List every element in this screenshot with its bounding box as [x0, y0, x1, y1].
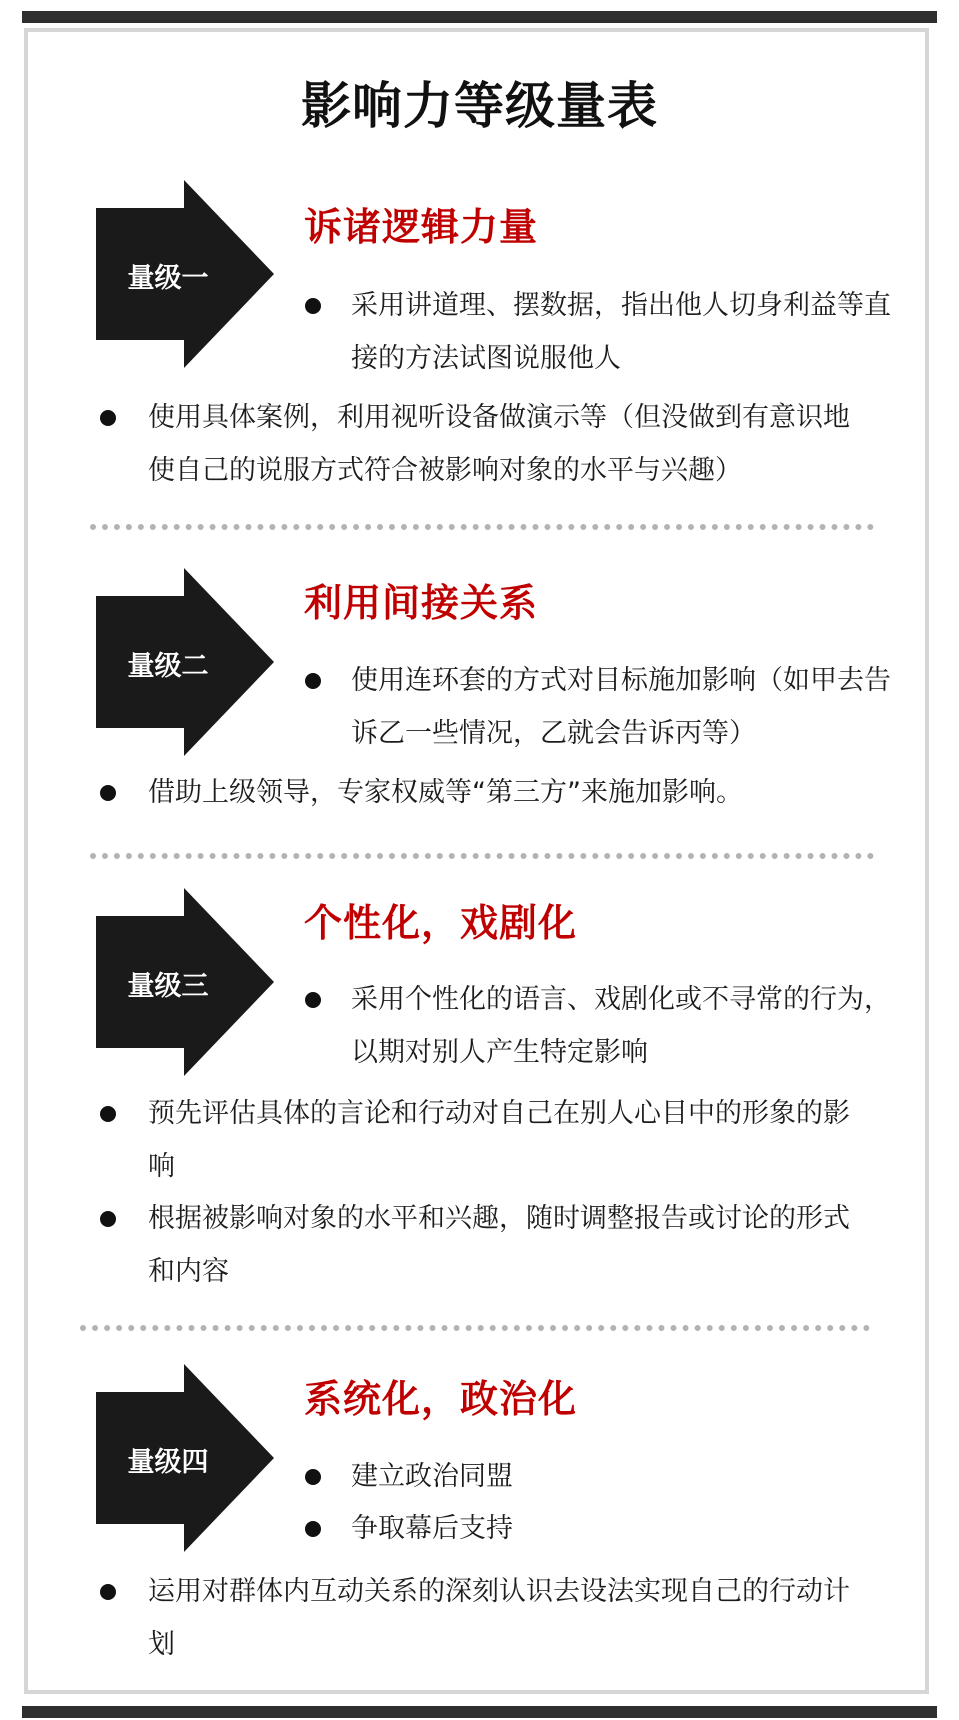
bullet-icon [100, 1584, 116, 1600]
list-item-text: 使用具体案例，利用视听设备做演示等（但没做到有意识地使自己的说服方式符合被影响对象的水平与兴趣） [148, 402, 850, 486]
bullet-icon [305, 1521, 321, 1537]
level-badge: 量级四 [127, 1447, 209, 1478]
list-item-text: 预先评估具体的言论和行动对自己在别人心目中的形象的影响 [148, 1098, 850, 1182]
level-heading: 个性化，戏剧化 [304, 901, 578, 945]
page-title: 影响力等级量表 [301, 77, 658, 135]
list-item-text: 根据被影响对象的水平和兴趣，随时调整报告或讨论的形式和内容 [148, 1203, 850, 1287]
bullet-icon [305, 298, 321, 314]
level-heading: 诉诸逻辑力量 [304, 205, 539, 249]
level-3-arrow [96, 888, 274, 1076]
bullet-icon [100, 785, 116, 801]
list-item-text: 争取幕后支持 [351, 1513, 513, 1544]
bullet-icon [305, 673, 321, 689]
level-badge: 量级三 [127, 971, 209, 1002]
section-divider [90, 524, 874, 530]
level-badge: 量级一 [127, 263, 209, 294]
section-divider [80, 1325, 870, 1331]
bullet-icon [305, 1469, 321, 1485]
top-bar [22, 11, 937, 23]
level-badge: 量级二 [127, 651, 209, 682]
list-item-text: 建立政治同盟 [351, 1461, 513, 1492]
level-1-arrow [96, 180, 274, 368]
level-2-arrow [96, 568, 274, 756]
bullet-icon [100, 1211, 116, 1227]
level-heading: 系统化，政治化 [304, 1377, 578, 1421]
level-4-arrow [96, 1364, 274, 1552]
section-divider [90, 853, 874, 859]
bullet-icon [305, 992, 321, 1008]
list-item-text: 运用对群体内互动关系的深刻认识去设法实现自己的行动计划 [148, 1576, 850, 1660]
list-item-text: 借助上级领导，专家权威等“第三方”来施加影响。 [148, 777, 743, 808]
list-item-text: 使用连环套的方式对目标施加影响（如甲去告诉乙一些情况，乙就会告诉丙等） [351, 665, 891, 749]
bottom-bar [22, 1706, 937, 1718]
list-item-text: 采用个性化的语言、戏剧化或不寻常的行为，以期对别人产生特定影响 [351, 984, 891, 1068]
bullet-icon [100, 410, 116, 426]
level-heading: 利用间接关系 [304, 581, 539, 625]
list-item-text: 采用讲道理、摆数据，指出他人切身利益等直接的方法试图说服他人 [351, 290, 891, 374]
bullet-icon [100, 1106, 116, 1122]
